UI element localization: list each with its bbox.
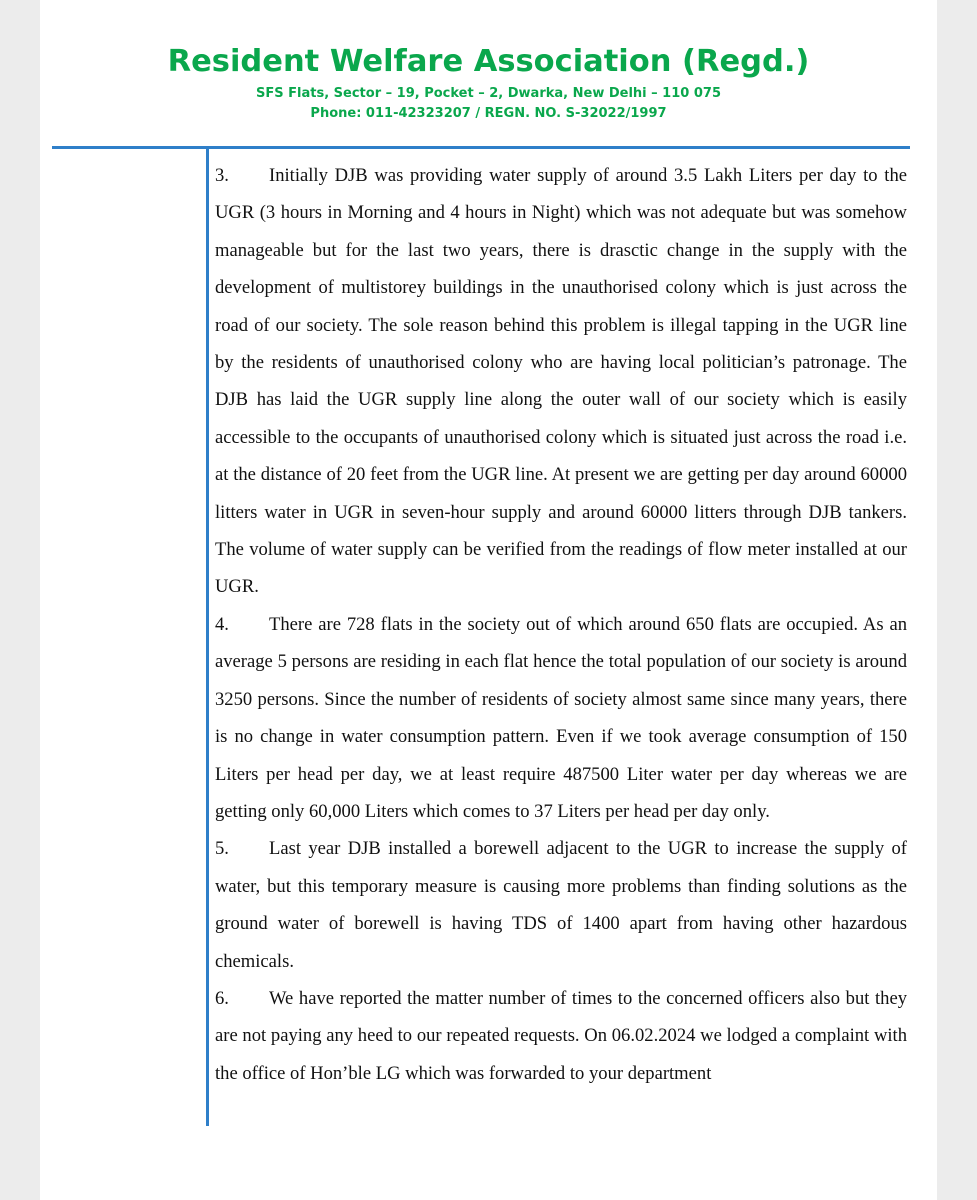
paragraph-4 [215,606,907,830]
document-page [40,0,937,1200]
letter-body [215,157,907,1092]
paragraph-number: 5. [215,838,229,860]
organization-address: SFS Flats, Sector – 19, Pocket – 2, Dwarka, New Delhi – 110 075 [256,86,721,101]
paragraph-text: Last year DJB installed a borewell adjacent to the UGR to increase the supply of water, but this temporary measure is causing more problems than finding solutions as the ground water of borewell is having TDS of 1400 apart from having other hazardous chemicals. [215,838,907,972]
paragraph-text: We have reported the matter number of times to the concerned officers also but they are not paying any heed to our repeated requests. On 06.02.2024 we lodged a complaint with the office of Hon’ble LG which was forwarded to your department [215,987,907,1084]
paragraph-text: There are 728 flats in the society out of which around 650 flats are occupied. As an average 5 persons are residing in each flat hence the total population of our society is around 3250 persons. Since the number of residents of society almost same since many years, there is no change in water consumption pattern. Even if we took average consumption of 150 Liters per head per day, we at least require 487500 Liter water per day whereas we are getting only 60,000 Liters which comes to 37 Liters per head per day only. [215,613,907,822]
left-margin-bg [0,0,40,1200]
paragraph-5 [215,830,907,980]
organization-name: Resident Welfare Association (Regd.) [167,44,810,79]
paragraph-number: 4. [215,613,229,635]
paragraph-text: Initially DJB was providing water supply of around 3.5 Lakh Liters per day to the UGR (3 hours in Morning and 4 hours in Night) which was not adequate but was somehow manageable but for the last two years, there is drasctic change in the supply with the development of multistorey buildings in the unauthorised colony which is just across the road of our society. The sole reason behind this problem is illegal tapping in the UGR line by the residents of unauthorised colony who are having local politician’s patronage. The DJB has laid the UGR supply line along the outer wall of our society which is easily accessible to the occupants of unauthorised colony which is situated just across the road i.e. at the distance of 20 feet from the UGR line. At present we are getting per day around 60000 litters water in UGR in seven-hour supply and around 60000 litters through DJB tankers. The volume of water supply can be verified from the readings of flow meter installed at our UGR. [215,165,907,598]
paragraph-number: 6. [215,987,229,1009]
organization-contact: Phone: 011-42323207 / REGN. NO. S-32022/1997 [310,106,667,121]
header-rule [52,146,910,149]
paragraph-number: 3. [215,165,229,186]
right-margin-bg [937,0,977,1200]
paragraph-3 [215,157,907,606]
letterhead [40,40,937,124]
paragraph-6 [215,980,907,1092]
margin-rule [206,146,209,1126]
